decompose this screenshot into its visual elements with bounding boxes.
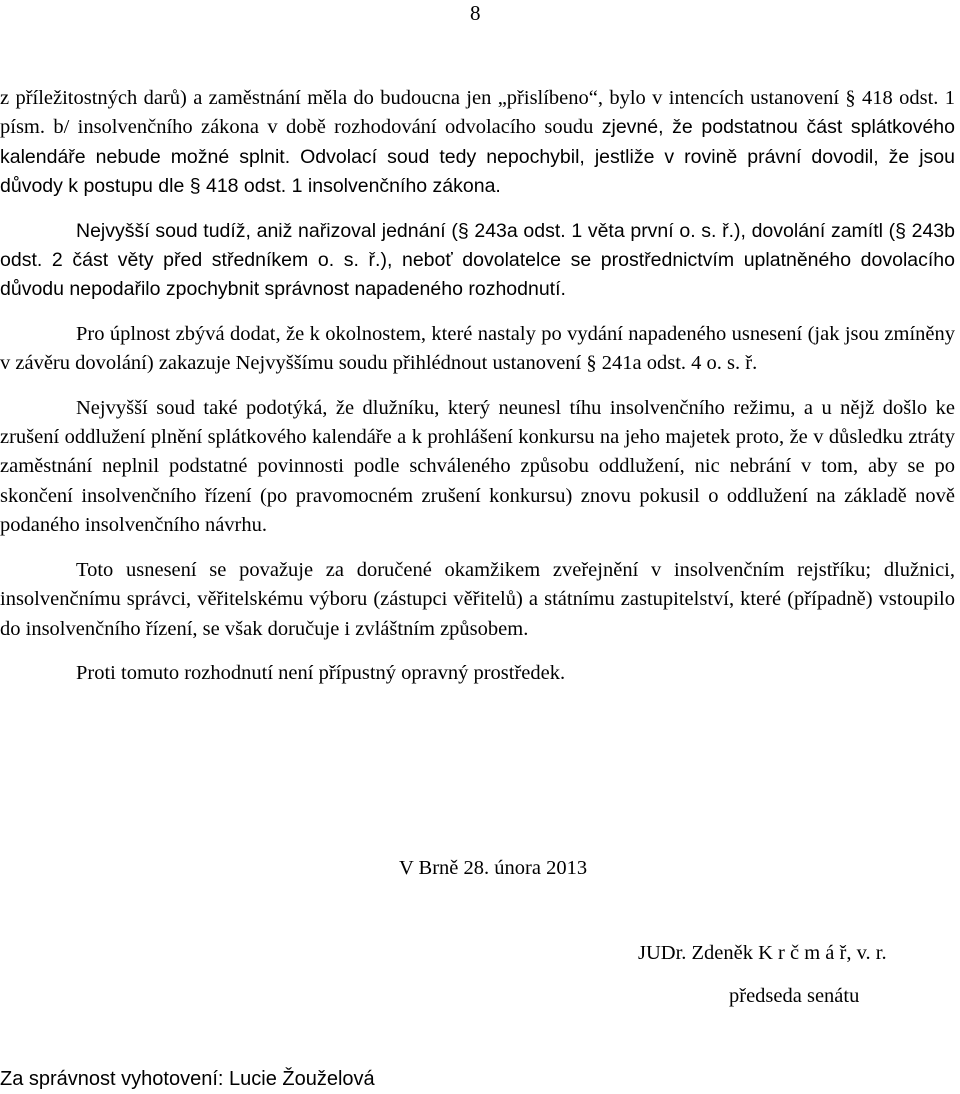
page-number-text: 8	[470, 1, 481, 25]
document-body	[0, 84, 955, 688]
paragraph-decision: Nejvyšší soud tudíž, aniž nařizoval jednání (§ 243a odst. 1 věta první o. s. ř.), dovolání zamítl (§ 243b odst. 2 část věty před středníkem o. s. ř.), neboť dovolatelce se prostřednictvím uplatněného dovolacího důvodu nepodařilo zpochybnit správnost napadeného rozhodnutí.	[0, 219, 955, 301]
paragraph-continuation	[0, 84, 955, 202]
paragraph-line: z příležitostných darů) a zaměstnání měla do budoucna jen „přislíbeno“, bylo v intencích	[0, 87, 744, 109]
date-line: V Brně 28. února 2013	[399, 857, 588, 879]
paragraph-no-remedy: Proti tomuto rozhodnutí není přípustný opravný prostředek.	[76, 661, 566, 684]
signer-name: JUDr. Zdeněk K r č m á ř, v. r.	[638, 942, 887, 964]
paragraph-remark: Nejvyšší soud také podotýká, že dlužníku, který neunesl tíhu insolvenčního režimu, a u nějž došlo ke zrušení oddlužení plnění splátkového kalendáře a k prohlášení konkursu na jeho majetek proto, že v důsledku ztráty zaměstnání neplnil podstatné povinnosti podle schváleného způsobu oddlužení, nic nebrání v tom, aby se po skončení insolvenčního řízení (po pravomocném zrušení konkursu) znovu pokusil o oddlužení na základě nově podaného insolvenčního návrhu.	[0, 396, 955, 537]
footer-note: Za správnost vyhotovení: Lucie Žouželová	[0, 1068, 375, 1090]
signer-role: předseda senátu	[729, 985, 860, 1007]
paragraph-completeness: Pro úplnost zbývá dodat, že k okolnostem, které nastaly po vydání napadeného usnesení (jak jsou zmíněny v závěru dovolání) zakazuje Nejvyššímu soudu přihlédnout ustanovení § 241a odst. 4 o. s. ř.	[0, 322, 955, 375]
paragraph-line: ustanovení § 418 odst. 1 písm. b/ insolvenčního zákona v době rozhodování odvolacího soudu	[0, 87, 956, 139]
paragraph-line: zjevné, že podstatnou část splátkového kalendáře nebude možné splnit. Odvolací soud tedy nepochybil, jestliže v rovině právní dovodil, že jsou důvody k postupu dle § 418 odst. 1 insolvenčního zákona.	[0, 116, 955, 198]
paragraph-delivery: Toto usnesení se považuje za doručené okamžikem zveřejnění v insolvenčním rejstříku; dlužnici, insolvenčnímu správci, věřitelskému výboru (zástupci věřitelů) a státnímu zastupitelství, které (případně) vstoupilo do insolvenčního řízení, se však doručuje i zvláštním způsobem.	[0, 558, 955, 640]
